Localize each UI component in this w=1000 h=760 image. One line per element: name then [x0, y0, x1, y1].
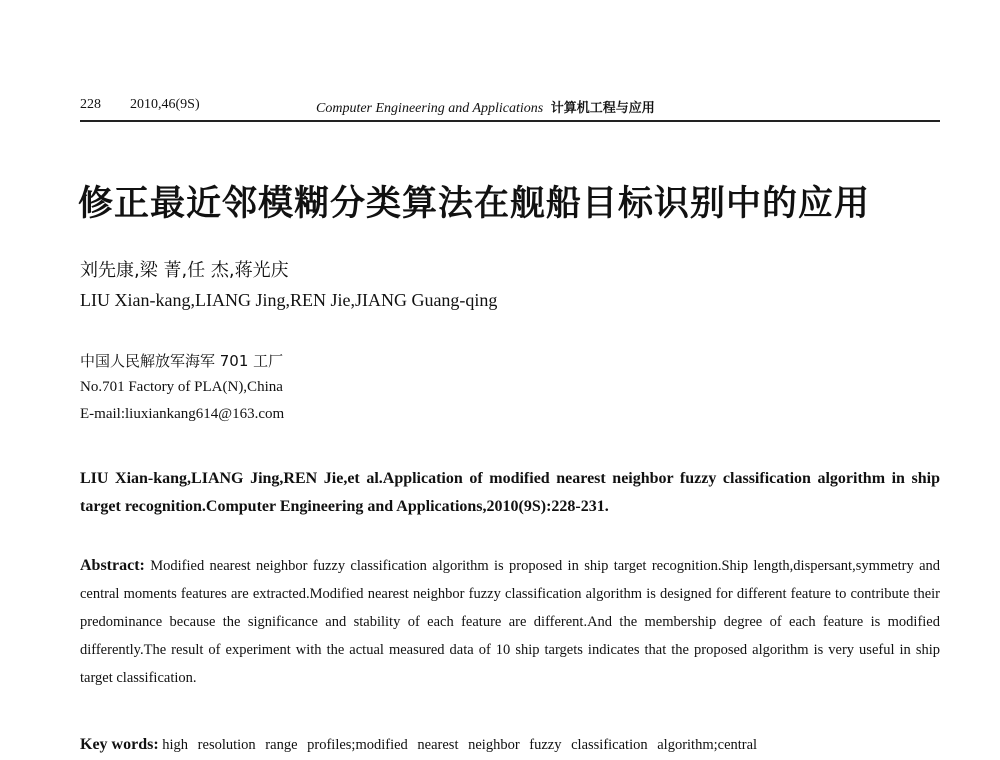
abstract-section	[80, 552, 940, 692]
running-header	[80, 94, 940, 122]
keywords-section	[80, 733, 940, 757]
keywords-label: Key words:	[80, 736, 159, 753]
keywords-text: high resolution range profiles;modified nearest neighbor fuzzy classification algorithm;central	[162, 737, 758, 753]
issue-info: 2010,46(9S)	[130, 97, 200, 112]
authors-chinese: 刘先康,梁 菁,任 杰,蒋光庆	[80, 260, 289, 281]
paper-title: 修正最近邻模糊分类算法在舰船目标识别中的应用	[78, 184, 871, 224]
authors-english: LIU Xian-kang,LIANG Jing,REN Jie,JIANG Guang-qing	[80, 290, 498, 310]
affiliation-english: No.701 Factory of PLA(N),China	[80, 379, 283, 395]
abstract-text: Modified nearest neighbor fuzzy classification algorithm is proposed in ship target recognition.Ship length,dispersant,symmetry and central moments features are extracted.Modified nearest neighbor fuzzy classification algorithm is designed for different feature to contribute their predominance because the significance and stability of each feature are different.And the membership degree of each feature is modified differently.The result of experiment with the actual measured data of 10 ship targets indicates that the proposed algorithm is very useful in ship target classification.	[80, 558, 940, 686]
abstract-label: Abstract:	[80, 557, 145, 574]
page-number: 228	[80, 97, 101, 112]
journal-name-cn: 计算机工程与应用	[550, 101, 655, 116]
journal-name	[316, 97, 655, 117]
journal-name-en: Computer Engineering and Applications	[316, 101, 544, 116]
author-email: E-mail:liuxiankang614@163.com	[80, 406, 285, 422]
affiliation-chinese: 中国人民解放军海军 701 工厂	[80, 352, 284, 370]
citation-block: LIU Xian-kang,LIANG Jing,REN Jie,et al.Application of modified nearest neighbor fuzzy classification algorithm in ship target recognition.Computer Engineering and Applications,2010(9S):228-231.	[80, 470, 940, 515]
